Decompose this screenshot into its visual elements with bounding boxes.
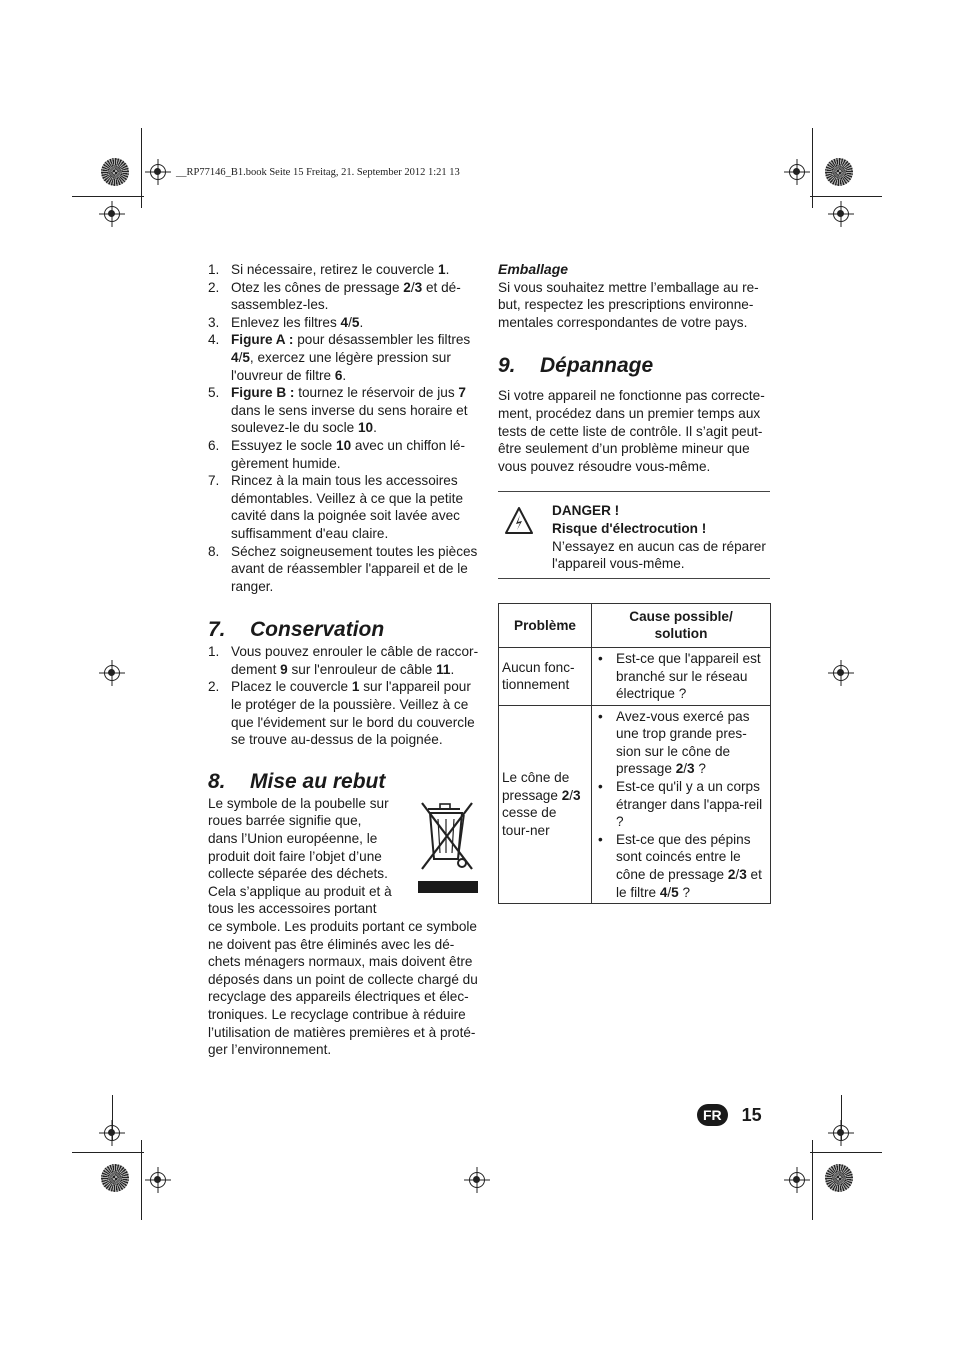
text-run: Rincez à la main tous les accessoires démontables. Veillez à ce que la petite cavité dans la poignée soit lavée avec suffisamment d'eau claire. bbox=[231, 473, 464, 541]
text-run: cesse de tour-ner bbox=[502, 805, 557, 839]
color-target-bottom-left bbox=[101, 1164, 129, 1192]
bold-reference: 5 bbox=[242, 349, 250, 365]
list-item bbox=[208, 279, 482, 314]
text-run: dans le sens inverse du sens horaire et soulevez-le du socle bbox=[231, 402, 468, 436]
disposal-text-wide: ce symbole. Les produits portant ce symbole ne doivent pas être éliminés avec les dé-chets ménagers normaux, mais doivent être déposés dans un point de collecte chargé du recyclage des appareils électriques et élec-troniques. Le recyclage contribue à réduire l’utilisation de matières premières et à proté-ger l’environnement. bbox=[208, 919, 478, 1058]
text-run: Le cône de pressage bbox=[502, 770, 570, 803]
danger-title: DANGER ! bbox=[552, 503, 620, 519]
crop-line bbox=[112, 1095, 113, 1141]
cause-list bbox=[596, 708, 764, 902]
bold-reference: 5 bbox=[351, 314, 360, 330]
registration-mark bbox=[104, 665, 120, 681]
cause-item bbox=[596, 778, 764, 831]
text-run: Enlevez les filtres bbox=[231, 314, 341, 330]
section-number: 7. bbox=[208, 618, 226, 642]
text-run: Aucun fonc-tionnement bbox=[502, 659, 575, 693]
text-run: et le filtre bbox=[616, 867, 762, 900]
bold-reference: 2 bbox=[727, 867, 736, 883]
packaging-heading: Emballage bbox=[498, 261, 569, 277]
bold-reference: 10 bbox=[357, 420, 374, 436]
text-run: sur l'enrouleur de câble bbox=[287, 661, 437, 677]
packaging-text: Si vous souhaitez mettre l’emballage au re-but, respectez les prescriptions environne-mentales correspondantes de votre pays. bbox=[498, 279, 759, 330]
danger-notice bbox=[498, 491, 770, 578]
registration-mark bbox=[104, 206, 120, 222]
bold-reference: Figure B : bbox=[231, 385, 295, 401]
list-item bbox=[208, 643, 482, 678]
text-run: / bbox=[667, 884, 672, 900]
bold-reference: 3 bbox=[573, 787, 581, 803]
registration-mark bbox=[789, 1172, 805, 1188]
page-footer bbox=[697, 1104, 762, 1126]
section-number: 8. bbox=[208, 769, 226, 793]
section-title: Conservation bbox=[250, 618, 385, 642]
danger-text: N’essayez en aucun cas de réparer l'appareil vous-même. bbox=[552, 538, 766, 572]
bold-reference: 4 bbox=[340, 314, 349, 330]
bold-reference: 2 bbox=[403, 279, 411, 295]
cause-item bbox=[596, 831, 764, 901]
table-row bbox=[499, 647, 771, 705]
bold-reference: 1 bbox=[438, 262, 446, 277]
registration-mark bbox=[469, 1172, 485, 1188]
text-run: / bbox=[735, 867, 740, 883]
text-run: Placez le couvercle bbox=[231, 679, 352, 695]
cause-item bbox=[596, 650, 764, 703]
text-run: Essuyez le socle bbox=[231, 437, 337, 453]
text-run: avec un chiffon lé-gèrement humide. bbox=[231, 437, 466, 471]
section-title: Mise au rebut bbox=[250, 769, 386, 793]
text-run: Séchez soigneusement toutes les pièces avant de réassembler l'appareil et de le ranger. bbox=[231, 543, 478, 594]
list-item bbox=[208, 437, 482, 472]
registration-mark bbox=[150, 1172, 166, 1188]
list-item bbox=[208, 331, 482, 384]
electric-hazard-warning-icon bbox=[504, 506, 534, 536]
left-column bbox=[208, 261, 482, 1059]
troubleshooting-intro: Si votre appareil ne fonctionne pas correcte-ment, procédez dans un premier temps aux tests de cette liste de contrôle. Il s’agit peut-être seulement d’un problème mineur que vous pouvez résoudre vous-même. bbox=[498, 388, 765, 474]
table-body bbox=[499, 647, 771, 903]
bold-reference: 6 bbox=[334, 367, 343, 383]
cause-list bbox=[596, 650, 764, 703]
column-header-problem: Problème bbox=[499, 603, 592, 647]
text-run: Vous pouvez enrouler le câble de raccor-dement bbox=[231, 644, 479, 677]
section-title: Dépannage bbox=[540, 354, 654, 378]
list-item-number: 3. bbox=[208, 314, 220, 330]
bold-reference: 5 bbox=[671, 884, 679, 900]
registration-mark bbox=[833, 206, 849, 222]
crop-line bbox=[841, 1095, 842, 1141]
text-run: . bbox=[445, 262, 450, 277]
table-row bbox=[499, 705, 771, 904]
list-item bbox=[208, 261, 482, 279]
text-run: . bbox=[342, 367, 347, 383]
language-badge: FR bbox=[697, 1104, 728, 1126]
list-item bbox=[208, 543, 482, 596]
text-run: , exercez une légère pression sur l'ouvreur de filtre bbox=[231, 349, 451, 383]
column-header-cause: Cause possible/ solution bbox=[592, 603, 771, 647]
problem-cell bbox=[499, 705, 592, 904]
text-run: pour désassembler les filtres bbox=[293, 332, 471, 348]
right-column bbox=[498, 261, 770, 904]
section-conservation-heading bbox=[208, 617, 482, 643]
text-run: . bbox=[450, 661, 455, 677]
list-item-number: 6. bbox=[208, 437, 220, 453]
text-run: ? bbox=[678, 884, 691, 900]
crossed-out-wheelie-bin-icon bbox=[418, 799, 478, 895]
cause-item bbox=[596, 708, 764, 778]
problem-cell bbox=[499, 647, 592, 705]
crop-line bbox=[72, 1152, 144, 1153]
danger-subtitle: Risque d'électrocution ! bbox=[552, 520, 707, 536]
list-item-number: 1. bbox=[208, 262, 220, 277]
bold-reference: 1 bbox=[351, 679, 360, 695]
text-run: Avez-vous exercé pas une trop grande pres-sion sur le cône de pressage bbox=[616, 708, 750, 777]
text-run: / bbox=[683, 761, 688, 777]
disposal-block bbox=[208, 795, 482, 1059]
section-troubleshooting-heading bbox=[498, 353, 770, 379]
text-run: ? bbox=[694, 761, 706, 777]
text-run: . bbox=[373, 420, 377, 436]
list-item-number: 2. bbox=[208, 679, 220, 695]
text-run: Otez les cônes de pressage bbox=[231, 279, 404, 295]
bold-reference: 2 bbox=[561, 787, 570, 803]
conservation-steps bbox=[208, 643, 482, 749]
cause-cell bbox=[592, 647, 771, 705]
text-run: et dé-sassemblez-les. bbox=[231, 279, 461, 313]
section-disposal-heading bbox=[208, 769, 482, 795]
color-target-bottom-right bbox=[825, 1164, 853, 1192]
crop-line bbox=[810, 196, 882, 197]
text-run: sur l'appareil pour le protéger de la poussière. Veillez à ce que l'évidement sur le bord du couvercle se trouve au-dessus de la poignée. bbox=[231, 679, 475, 748]
cause-cell bbox=[592, 705, 771, 904]
list-item-number: 8. bbox=[208, 543, 220, 559]
text-run: Est-ce que l'appareil est branché sur le réseau électrique ? bbox=[616, 650, 761, 702]
list-item bbox=[208, 384, 482, 437]
text-run: / bbox=[410, 279, 415, 295]
text-run: / bbox=[569, 787, 574, 803]
list-item bbox=[208, 314, 482, 332]
list-item bbox=[208, 678, 482, 748]
bold-reference: 4 bbox=[231, 349, 239, 365]
bold-reference: 3 bbox=[414, 279, 423, 295]
bold-reference: 3 bbox=[739, 867, 747, 883]
color-target-top-right bbox=[825, 158, 853, 186]
text-run: Si nécessaire, retirez le couvercle bbox=[231, 262, 439, 277]
list-item-number: 1. bbox=[208, 644, 220, 660]
registration-mark bbox=[789, 164, 805, 180]
list-item-number: 5. bbox=[208, 385, 220, 401]
text-run: / bbox=[348, 314, 352, 330]
bold-reference: 7 bbox=[458, 385, 466, 401]
section-number: 9. bbox=[498, 354, 516, 378]
print-file-line: __RP77146_B1.book Seite 15 Freitag, 21. September 2012 1:21 13 bbox=[176, 167, 460, 178]
bold-reference: 11 bbox=[436, 661, 451, 677]
bold-reference: 2 bbox=[675, 761, 684, 777]
text-run: / bbox=[238, 349, 243, 365]
text-run: . bbox=[359, 314, 364, 330]
crop-line bbox=[72, 196, 144, 197]
list-item-number: 7. bbox=[208, 473, 220, 489]
disposal-text-narrow: Le symbole de la poubelle sur roues barrée signifie que, dans l’Union européenne, le produit doit faire l’objet d’une collecte séparée des déchets. Cela s’applique au produit et à tous les accessoires portant bbox=[208, 795, 392, 917]
list-item-number: 2. bbox=[208, 279, 220, 295]
registration-mark bbox=[150, 164, 166, 180]
bold-reference: Figure A : bbox=[231, 332, 294, 348]
bold-reference: 3 bbox=[687, 761, 695, 777]
crop-line bbox=[810, 1152, 882, 1153]
troubleshooting-table bbox=[498, 603, 771, 905]
text-run: Est-ce qu'il y a un corps étranger dans l'appa-reil ? bbox=[616, 779, 763, 830]
text-run: Est-ce que des pépins sont coincés entre le cône de pressage bbox=[616, 831, 751, 883]
page-number: 15 bbox=[741, 1104, 762, 1125]
bold-reference: 4 bbox=[659, 884, 668, 900]
bold-reference: 9 bbox=[280, 661, 288, 677]
cleaning-steps bbox=[208, 261, 482, 595]
list-item bbox=[208, 472, 482, 542]
bold-reference: 10 bbox=[336, 437, 352, 453]
registration-mark bbox=[833, 665, 849, 681]
color-target-top-left bbox=[101, 158, 129, 186]
text-run: tournez le réservoir de jus bbox=[294, 385, 459, 401]
list-item-number: 4. bbox=[208, 332, 220, 348]
